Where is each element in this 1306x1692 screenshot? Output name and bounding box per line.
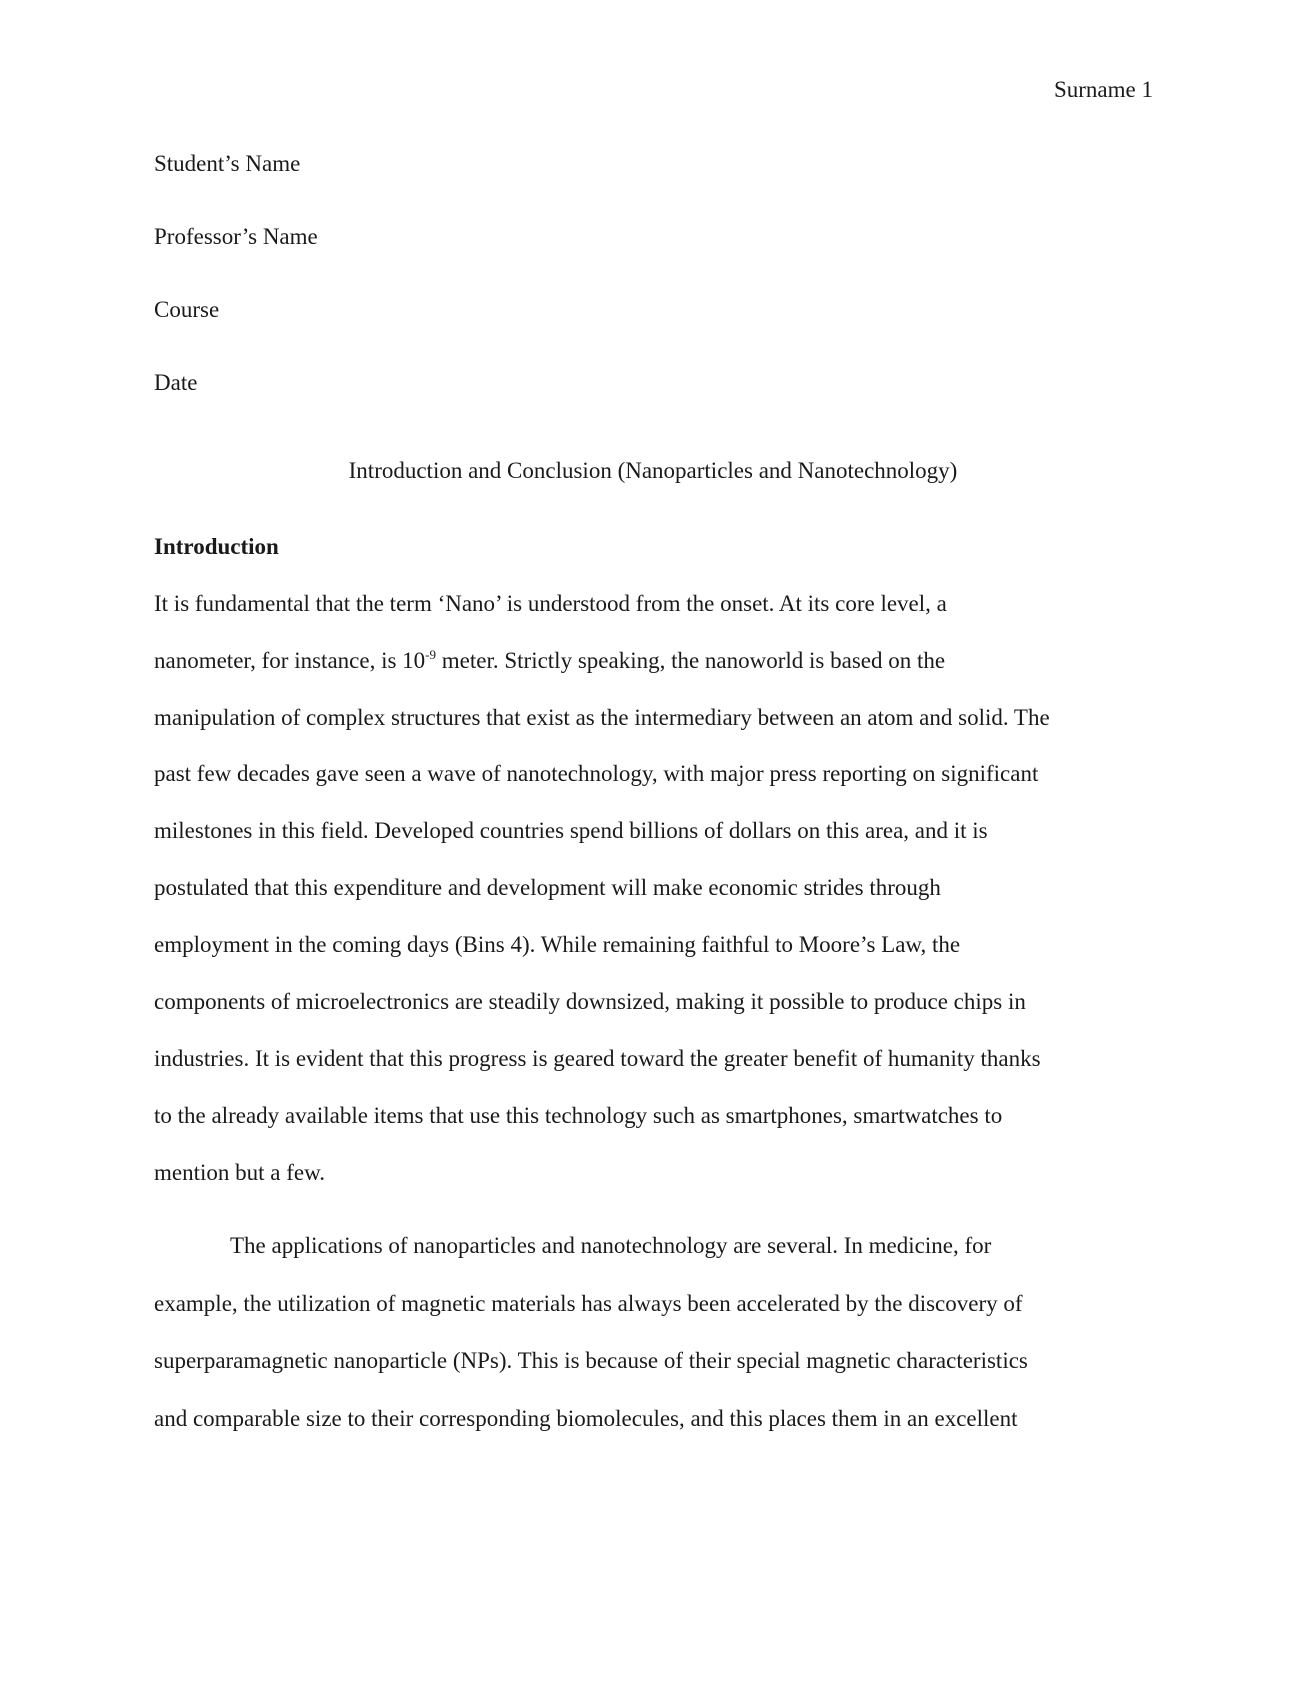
paragraph-line: milestones in this field. Developed countries spend billions of dollars on this area, and it is (154, 818, 988, 843)
paragraph-line: components of microelectronics are steadily downsized, making it possible to produce chips in (154, 989, 1026, 1014)
paragraph-line: mention but a few. (154, 1160, 325, 1185)
paragraph-line (154, 647, 1154, 675)
paragraph-line: industries. It is evident that this progress is geared toward the greater benefit of humanity thanks (154, 1046, 1041, 1071)
paragraph-line: postulated that this expenditure and development will make economic strides through (154, 875, 941, 900)
text-segment: nanometer, for instance, is 10 (154, 648, 426, 673)
paragraph-line: example, the utilization of magnetic materials has always been accelerated by the discovery of (154, 1291, 1023, 1316)
course-name: Course (154, 297, 220, 322)
date-line: Date (154, 370, 198, 395)
professor-name: Professor’s Name (154, 224, 318, 249)
paragraph-line: and comparable size to their corresponding biomolecules, and this places them in an excellent (154, 1406, 1018, 1431)
paragraph-line: to the already available items that use this technology such as smartphones, smartwatches to (154, 1103, 1003, 1128)
paragraph-line: past few decades gave seen a wave of nanotechnology, with major press reporting on significant (154, 761, 1039, 786)
student-name: Student’s Name (154, 151, 301, 176)
paragraph-line: It is fundamental that the term ‘Nano’ is understood from the onset. At its core level, a (154, 591, 947, 616)
paragraph-line: manipulation of complex structures that exist as the intermediary between an atom and solid. The (154, 705, 1050, 730)
exponent: -9 (425, 647, 437, 662)
text-segment: meter. Strictly speaking, the nanoworld is based on the (436, 648, 946, 673)
running-head: Surname 1 (1053, 77, 1153, 102)
paragraph-line: superparamagnetic nanoparticle (NPs). This is because of their special magnetic characteristics (154, 1348, 1028, 1373)
document-title: Introduction and Conclusion (Nanoparticles and Nanotechnology) (348, 458, 958, 483)
section-heading-introduction: Introduction (154, 534, 279, 559)
paragraph-line: employment in the coming days (Bins 4). While remaining faithful to Moore’s Law, the (154, 932, 961, 957)
paragraph-line: The applications of nanoparticles and nanotechnology are several. In medicine, for (230, 1233, 992, 1258)
